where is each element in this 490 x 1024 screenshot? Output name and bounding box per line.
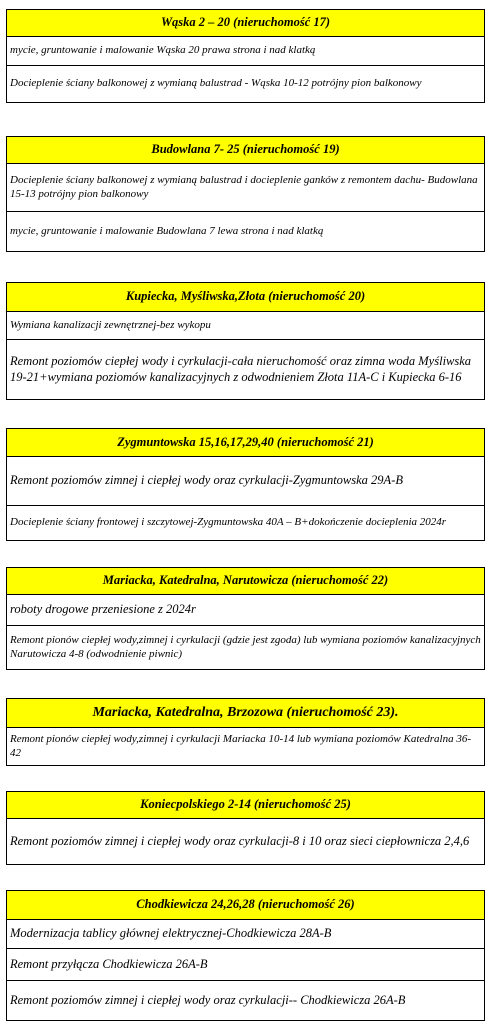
task-row: Remont pionów ciepłej wody,zimnej i cyrkulacji Mariacka 10-14 lub wymiana poziomów Katedralna 36-42 bbox=[10, 732, 472, 759]
section-table bbox=[6, 890, 485, 1021]
task-row: Docieplenie ściany balkonowej z wymianą balustrad - Wąska 10-12 potrójny pion balkonowy bbox=[10, 77, 422, 90]
section-header: Wąska 2 – 20 (nieruchomość 17) bbox=[7, 10, 484, 37]
task-row: Remont poziomów zimnej i ciepłej wody oraz cyrkulacji-8 i 10 oraz sieci ciepłownicza 2,4,6 bbox=[10, 833, 470, 848]
section-table bbox=[6, 136, 485, 252]
section-table bbox=[6, 282, 485, 400]
section-table bbox=[6, 9, 485, 103]
task-row: Remont poziomów ciepłej wody i cyrkulacji-cała nieruchomość oraz zimna woda Myśliwska 19-21+wymiana poziomów kanalizacyjnych z odwodnieniem Złota 11A-C i Kupiecka 6-16 bbox=[10, 353, 472, 384]
section-header: Budowlana 7- 25 (nieruchomość 19) bbox=[7, 137, 484, 164]
task-row: Modernizacja tablicy głównej elektrycznej-Chodkiewicza 28A-B bbox=[7, 920, 484, 949]
task-row: mycie, gruntowanie i malowanie Budowlana 7 lewa strona i nad klatką bbox=[10, 224, 324, 237]
task-row: Remont poziomów zimnej i ciepłej wody oraz cyrkulacji-Zygmuntowska 29A-B bbox=[7, 457, 484, 506]
task-row: Remont przyłącza Chodkiewicza 26A-B bbox=[7, 949, 484, 981]
section-table bbox=[6, 567, 485, 670]
task-row: Remont pionów ciepłej wody,zimnej i cyrkulacji (gdzie jest zgoda) lub wymiana poziomów kanalizacyjnych Narutowicza 4-8 (odwodnienie piwnic) bbox=[10, 633, 481, 660]
section-header: Zygmuntowska 15,16,17,29,40 (nieruchomość 21) bbox=[7, 429, 484, 457]
section-table bbox=[6, 791, 485, 865]
task-row: Wymiana kanalizacji zewnętrznej-bez wykopu bbox=[7, 312, 484, 340]
section-table bbox=[6, 428, 485, 541]
task-row: Docieplenie ściany frontowej i szczytowej-Zygmuntowska 40A – B+dokończenie docieplenia 2024r bbox=[10, 516, 447, 529]
section-header: Chodkiewicza 24,26,28 (nieruchomość 26) bbox=[7, 891, 484, 920]
task-row: Remont poziomów zimnej i ciepłej wody oraz cyrkulacji-- Chodkiewicza 26A-B bbox=[10, 992, 406, 1007]
section-header: Mariacka, Katedralna, Narutowicza (nieruchomość 22) bbox=[7, 568, 484, 595]
section-header: Koniecpolskiego 2-14 (nieruchomość 25) bbox=[7, 792, 484, 819]
task-row: mycie, gruntowanie i malowanie Wąska 20 prawa strona i nad klatką bbox=[7, 37, 484, 66]
section-header: Mariacka, Katedralna, Brzozowa (nieruchomość 23). bbox=[7, 699, 484, 728]
section-table bbox=[6, 698, 485, 766]
task-row: Docieplenie ściany balkonowej z wymianą balustrad i docieplenie ganków z remontem dachu- Budowlana 15-13 potrójny pion balkonowy bbox=[7, 164, 484, 212]
task-row: roboty drogowe przeniesione z 2024r bbox=[7, 595, 484, 626]
section-header: Kupiecka, Myśliwska,Złota (nieruchomość 20) bbox=[7, 283, 484, 312]
